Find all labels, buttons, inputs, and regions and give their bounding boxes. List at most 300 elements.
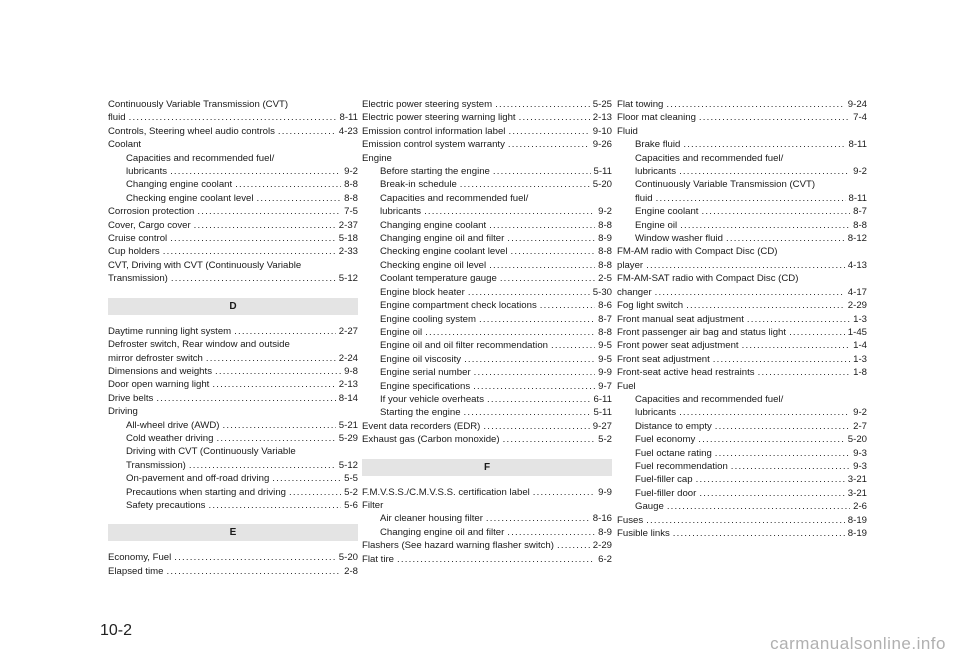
- page-reference: 2-7: [853, 420, 867, 432]
- page-reference: 2-5: [598, 273, 612, 285]
- dot-leader: [551, 339, 595, 352]
- page-reference: 8-8: [598, 246, 612, 258]
- entry-text: Economy, Fuel: [108, 552, 172, 564]
- page-reference: 8-8: [598, 326, 612, 338]
- index-entry: [617, 420, 867, 433]
- dot-leader: [174, 551, 336, 564]
- entry-text: lubricants: [635, 407, 677, 419]
- dot-leader: [129, 111, 337, 124]
- dot-leader: [679, 406, 850, 419]
- dot-leader: [272, 472, 341, 485]
- index-entry: [617, 232, 867, 245]
- index-entry: [362, 393, 612, 406]
- page-reference: 2-6: [853, 501, 867, 513]
- dot-leader: [683, 138, 845, 151]
- index-entry: [362, 111, 612, 124]
- index-heading-line: Driving with CVT (Continuously Variable: [126, 446, 296, 458]
- entry-text: Air cleaner housing filter: [380, 513, 483, 525]
- index-entry: [617, 192, 867, 205]
- page-reference: 7-4: [853, 112, 867, 124]
- page-reference: 2-37: [338, 219, 358, 231]
- dot-leader: [235, 178, 341, 191]
- entry-text: Engine compartment check locations: [380, 300, 537, 312]
- page-reference: 8-11: [848, 139, 867, 151]
- dot-leader: [508, 125, 589, 138]
- page-reference: 8-7: [853, 206, 867, 218]
- page-number: 10-2: [100, 622, 133, 639]
- page-reference: 9-5: [598, 340, 612, 352]
- dot-leader: [789, 326, 845, 339]
- index-heading-line: Capacities and recommended fuel/: [635, 393, 784, 405]
- index-entry: [362, 326, 612, 339]
- index-heading-line: Fluid: [617, 125, 638, 137]
- entry-text: Fog light switch: [617, 300, 684, 312]
- index-entry: [362, 125, 612, 138]
- entry-text: Engine oil and oil filter recommendation: [380, 340, 548, 352]
- index-entry: [108, 165, 358, 178]
- index-entry: [362, 420, 612, 433]
- index-entry: [617, 138, 867, 151]
- dot-leader: [679, 165, 850, 178]
- entry-text: Changing engine oil and filter: [380, 526, 505, 538]
- page-reference: 7-5: [344, 206, 358, 218]
- index-entry: [108, 205, 358, 218]
- page-reference: 6-2: [598, 553, 612, 565]
- dot-leader: [698, 433, 845, 446]
- entry-text: changer: [617, 286, 652, 298]
- index-entry: [362, 299, 612, 312]
- dot-leader: [696, 473, 845, 486]
- index-heading-line: Capacities and recommended fuel/: [380, 192, 529, 204]
- dot-leader: [701, 205, 850, 218]
- entry-text: Fuel economy: [635, 434, 696, 446]
- entry-text: Transmission): [108, 273, 168, 285]
- index-heading-line: Filter: [362, 499, 384, 511]
- page-reference: 5-25: [592, 99, 612, 110]
- entry-text: Starting the engine: [380, 407, 461, 419]
- dot-leader: [474, 366, 595, 379]
- index-heading-line: FM-AM radio with Compact Disc (CD): [617, 246, 778, 258]
- entry-text: fluid: [635, 192, 653, 204]
- entry-text: Fuel-filler door: [635, 487, 697, 499]
- index-entry: [108, 245, 358, 258]
- index-entry: [617, 165, 867, 178]
- index-entry: [362, 205, 612, 218]
- dot-leader: [234, 325, 336, 338]
- entry-text: Safety precautions: [126, 499, 206, 511]
- dot-leader: [699, 487, 844, 500]
- page-reference: 8-19: [847, 528, 867, 539]
- index-entry: [362, 526, 612, 539]
- page-reference: 2-29: [592, 540, 612, 552]
- index-entry: [362, 353, 612, 366]
- index-entry: [617, 447, 867, 460]
- dot-leader: [483, 420, 589, 433]
- dot-leader: [646, 259, 845, 272]
- entry-text: Break-in schedule: [380, 179, 457, 191]
- dot-leader: [222, 419, 335, 432]
- dot-leader: [171, 272, 336, 285]
- page-reference: 8-11: [848, 192, 867, 204]
- index-entry: [362, 232, 612, 245]
- dot-leader: [646, 514, 845, 527]
- entry-text: Engine oil: [635, 219, 678, 231]
- entry-text: Cold weather driving: [126, 432, 214, 444]
- index-entry: [617, 205, 867, 218]
- index-heading-line: Engine: [362, 152, 392, 164]
- page-reference: 9-9: [598, 486, 612, 498]
- entry-text: All-wheel drive (AWD): [126, 419, 220, 431]
- page-reference: 5-29: [338, 432, 358, 444]
- page-reference: 6-11: [593, 393, 612, 405]
- entry-text: Cruise control: [108, 233, 168, 245]
- entry-text: Fuel recommendation: [635, 460, 728, 472]
- index-entry: [617, 406, 867, 419]
- index-entry: [617, 366, 867, 379]
- dot-leader: [493, 165, 591, 178]
- page-reference: 9-27: [592, 420, 612, 432]
- entry-text: Engine coolant: [635, 206, 699, 218]
- page-reference: 2-13: [338, 379, 358, 391]
- entry-text: Flat tire: [362, 553, 394, 565]
- dot-leader: [500, 272, 595, 285]
- page-reference: 1-45: [847, 326, 867, 338]
- page-reference: 8-8: [344, 192, 358, 204]
- index-heading-line: Capacities and recommended fuel/: [126, 152, 275, 164]
- dot-leader: [686, 299, 845, 312]
- dot-leader: [557, 539, 590, 552]
- entry-text: Window washer fluid: [635, 233, 723, 245]
- dot-leader: [208, 499, 341, 512]
- index-entry: [362, 286, 612, 299]
- entry-text: Controls, Steering wheel audio controls: [108, 125, 275, 137]
- index-heading-line: CVT, Driving with CVT (Continuously Variable: [108, 259, 302, 271]
- dot-leader: [216, 432, 335, 445]
- entry-text: Engine serial number: [380, 367, 471, 379]
- index-entry: [617, 353, 867, 366]
- entry-text: Brake fluid: [635, 139, 681, 151]
- entry-text: Cup holders: [108, 246, 160, 258]
- index-entry: [362, 512, 612, 525]
- dot-leader: [667, 500, 850, 513]
- index-heading-line: Fuel: [617, 380, 636, 392]
- index-entry: [362, 339, 612, 352]
- section-letter-heading: D: [108, 298, 358, 315]
- page-reference: 5-21: [338, 419, 358, 431]
- page-reference: 4-13: [847, 259, 867, 271]
- page-reference: 9-3: [853, 447, 867, 459]
- entry-text: Fusible links: [617, 528, 670, 539]
- dot-leader: [673, 527, 845, 540]
- index-entry: [108, 392, 358, 405]
- dot-leader: [533, 486, 595, 499]
- page-reference: 1-8: [853, 367, 867, 379]
- page-reference: 2-27: [338, 325, 358, 337]
- index-entry: [108, 192, 358, 205]
- page-reference: 4-23: [338, 125, 358, 137]
- page-reference: 8-16: [592, 513, 612, 525]
- index-entry: [617, 286, 867, 299]
- index-entry: [108, 499, 358, 512]
- index-entry: [362, 539, 612, 552]
- entry-text: Engine block heater: [380, 286, 465, 298]
- dot-leader: [680, 219, 850, 232]
- entry-text: Precautions when starting and driving: [126, 486, 286, 498]
- dot-leader: [464, 406, 591, 419]
- page-reference: 5-11: [593, 407, 612, 419]
- entry-text: lubricants: [126, 166, 168, 178]
- entry-text: Changing engine coolant: [380, 219, 487, 231]
- index-entry: [108, 325, 358, 338]
- dot-leader: [166, 565, 341, 578]
- entry-text: Flat towing: [617, 99, 664, 110]
- dot-leader: [194, 219, 336, 232]
- dot-leader: [468, 286, 590, 299]
- page-reference: 5-18: [338, 233, 358, 245]
- index-heading-line: Defroster switch, Rear window and outside: [108, 339, 290, 351]
- page-reference: 2-33: [338, 246, 358, 258]
- entry-text: Engine oil: [380, 326, 423, 338]
- page-reference: 3-21: [847, 474, 867, 486]
- dot-leader: [699, 111, 850, 124]
- entry-text: fluid: [108, 112, 126, 124]
- index-entry: [617, 313, 867, 326]
- dot-leader: [758, 366, 851, 379]
- dot-leader: [715, 447, 850, 460]
- index-entry: [362, 245, 612, 258]
- dot-leader: [726, 232, 845, 245]
- index-entry: [617, 514, 867, 527]
- entry-text: Distance to empty: [635, 420, 712, 432]
- dot-leader: [713, 353, 850, 366]
- index-entry: [362, 380, 612, 393]
- dot-leader: [464, 353, 595, 366]
- entry-text: Electric power steering warning light: [362, 112, 516, 124]
- page-reference: 9-8: [344, 365, 358, 377]
- page-reference: 9-10: [592, 125, 612, 137]
- index-entry: [617, 500, 867, 513]
- dot-leader: [503, 433, 596, 446]
- dot-leader: [487, 393, 591, 406]
- entry-text: Checking engine coolant level: [380, 246, 508, 258]
- entry-text: mirror defroster switch: [108, 352, 203, 364]
- index-entry: [617, 326, 867, 339]
- index-heading-line: FM-AM-SAT radio with Compact Disc (CD): [617, 273, 799, 285]
- dot-leader: [656, 192, 846, 205]
- index-entry: [617, 433, 867, 446]
- entry-text: Changing engine coolant: [126, 179, 233, 191]
- index-column-2: [362, 98, 612, 566]
- index-entry: [362, 178, 612, 191]
- index-entry: [617, 487, 867, 500]
- index-entry: [617, 98, 867, 111]
- page-reference: 9-5: [598, 353, 612, 365]
- index-entry: [362, 219, 612, 232]
- entry-text: Exhaust gas (Carbon monoxide): [362, 434, 500, 446]
- entry-text: Corrosion protection: [108, 206, 195, 218]
- index-entry: [362, 165, 612, 178]
- page-reference: 8-19: [847, 514, 867, 526]
- index-entry: [108, 365, 358, 378]
- page-reference: 8-8: [853, 219, 867, 231]
- index-entry: [108, 111, 358, 124]
- index-entry: [362, 486, 612, 499]
- entry-text: Daytime running light system: [108, 325, 232, 337]
- page-reference: 5-2: [344, 486, 358, 498]
- index-entry: [108, 219, 358, 232]
- index-entry: [362, 433, 612, 446]
- entry-text: Door open warning light: [108, 379, 210, 391]
- index-entry: [617, 259, 867, 272]
- entry-text: Checking engine coolant level: [126, 192, 254, 204]
- entry-text: Engine cooling system: [380, 313, 476, 325]
- dot-leader: [425, 326, 595, 339]
- index-entry: [108, 232, 358, 245]
- dot-leader: [507, 232, 595, 245]
- page-reference: 2-8: [344, 565, 358, 577]
- index-entry: [362, 98, 612, 111]
- index-entry: [617, 460, 867, 473]
- page-reference: 5-2: [598, 434, 612, 446]
- entry-text: Electric power steering system: [362, 99, 493, 110]
- index-entry: [362, 406, 612, 419]
- page-reference: 4-17: [847, 286, 867, 298]
- dot-leader: [479, 313, 595, 326]
- dot-leader: [747, 313, 850, 326]
- page-reference: 9-24: [847, 99, 867, 110]
- dot-leader: [666, 98, 844, 111]
- index-entry: [362, 272, 612, 285]
- entry-text: F.M.V.S.S./C.M.V.S.S. certification label: [362, 486, 530, 498]
- dot-leader: [508, 138, 590, 151]
- index-entry: [108, 551, 358, 564]
- dot-leader: [519, 111, 590, 124]
- index-heading-line: Driving: [108, 406, 138, 418]
- dot-leader: [473, 380, 595, 393]
- dot-leader: [289, 486, 341, 499]
- dot-leader: [489, 219, 595, 232]
- page-reference: 9-7: [598, 380, 612, 392]
- page-reference: 5-5: [344, 473, 358, 485]
- entry-text: Engine specifications: [380, 380, 471, 392]
- page-reference: 5-12: [338, 273, 358, 285]
- entry-text: Transmission): [126, 459, 186, 471]
- dot-leader: [256, 192, 341, 205]
- dot-leader: [655, 286, 845, 299]
- index-entry: [617, 219, 867, 232]
- page-reference: 8-7: [598, 313, 612, 325]
- page-reference: 8-8: [598, 259, 612, 271]
- entry-text: Emission control system warranty: [362, 139, 505, 151]
- page-reference: 5-11: [593, 166, 612, 178]
- dot-leader: [212, 378, 335, 391]
- index-entry: [108, 472, 358, 485]
- page-reference: 9-2: [344, 166, 358, 178]
- page-reference: 3-21: [847, 487, 867, 499]
- page-reference: 5-20: [338, 552, 358, 564]
- entry-text: Front power seat adjustment: [617, 340, 739, 352]
- page-reference: 5-20: [592, 179, 612, 191]
- index-entry: [108, 378, 358, 391]
- entry-text: Drive belts: [108, 392, 154, 404]
- dot-leader: [510, 245, 595, 258]
- page-reference: 2-29: [847, 300, 867, 312]
- page-reference: 8-14: [338, 392, 358, 404]
- entry-text: Fuses: [617, 514, 644, 526]
- entry-text: Dimensions and weights: [108, 365, 212, 377]
- dot-leader: [163, 245, 336, 258]
- watermark: carmanualsonline.info: [770, 634, 946, 653]
- entry-text: Flashers (See hazard warning flasher switch): [362, 540, 554, 552]
- page-reference: 1-3: [853, 313, 867, 325]
- dot-leader: [189, 459, 336, 472]
- index-entry: [108, 352, 358, 365]
- index-entry: [108, 486, 358, 499]
- page-reference: 9-2: [853, 407, 867, 419]
- index-entry: [617, 339, 867, 352]
- index-entry: [617, 527, 867, 540]
- index-column-3: [617, 98, 867, 540]
- page-reference: 8-11: [339, 112, 358, 124]
- page-reference: 8-8: [344, 179, 358, 191]
- entry-text: lubricants: [635, 166, 677, 178]
- page-reference: 1-4: [853, 340, 867, 352]
- index-entry: [362, 366, 612, 379]
- dot-leader: [215, 365, 341, 378]
- page-reference: 9-26: [592, 139, 612, 151]
- dot-leader: [278, 125, 336, 138]
- page-reference: 9-2: [853, 166, 867, 178]
- dot-leader: [460, 178, 590, 191]
- entry-text: Front-seat active head restraints: [617, 367, 755, 379]
- page-reference: 8-6: [598, 300, 612, 312]
- page-reference: 8-12: [847, 233, 867, 245]
- dot-leader: [170, 232, 336, 245]
- dot-leader: [731, 460, 850, 473]
- page-reference: 8-8: [598, 219, 612, 231]
- index-entry: [617, 111, 867, 124]
- index-entry: [362, 553, 612, 566]
- page-reference: 8-9: [598, 233, 612, 245]
- dot-leader: [156, 392, 335, 405]
- page-reference: 5-12: [338, 459, 358, 471]
- dot-leader: [424, 205, 595, 218]
- entry-text: Coolant temperature gauge: [380, 273, 497, 285]
- index-entry: [362, 138, 612, 151]
- index-heading-line: Continuously Variable Transmission (CVT): [108, 99, 289, 110]
- entry-text: Front passenger air bag and status light: [617, 326, 787, 338]
- entry-text: On-pavement and off-road driving: [126, 473, 270, 485]
- entry-text: Fuel-filler cap: [635, 474, 693, 486]
- dot-leader: [197, 205, 341, 218]
- index-entry: [108, 432, 358, 445]
- entry-text: Event data recorders (EDR): [362, 420, 481, 432]
- page-reference: 5-20: [847, 434, 867, 446]
- entry-text: Checking engine oil level: [380, 259, 487, 271]
- index-entry: [108, 419, 358, 432]
- dot-leader: [540, 299, 595, 312]
- entry-text: Engine oil viscosity: [380, 353, 462, 365]
- index-entry: [108, 272, 358, 285]
- dot-leader: [507, 526, 595, 539]
- page-reference: 2-13: [592, 112, 612, 124]
- entry-text: Elapsed time: [108, 565, 164, 577]
- page-reference: 5-6: [344, 499, 358, 511]
- page-reference: 8-9: [598, 526, 612, 538]
- entry-text: lubricants: [380, 206, 422, 218]
- page-reference: 2-24: [338, 352, 358, 364]
- entry-text: If your vehicle overheats: [380, 393, 484, 405]
